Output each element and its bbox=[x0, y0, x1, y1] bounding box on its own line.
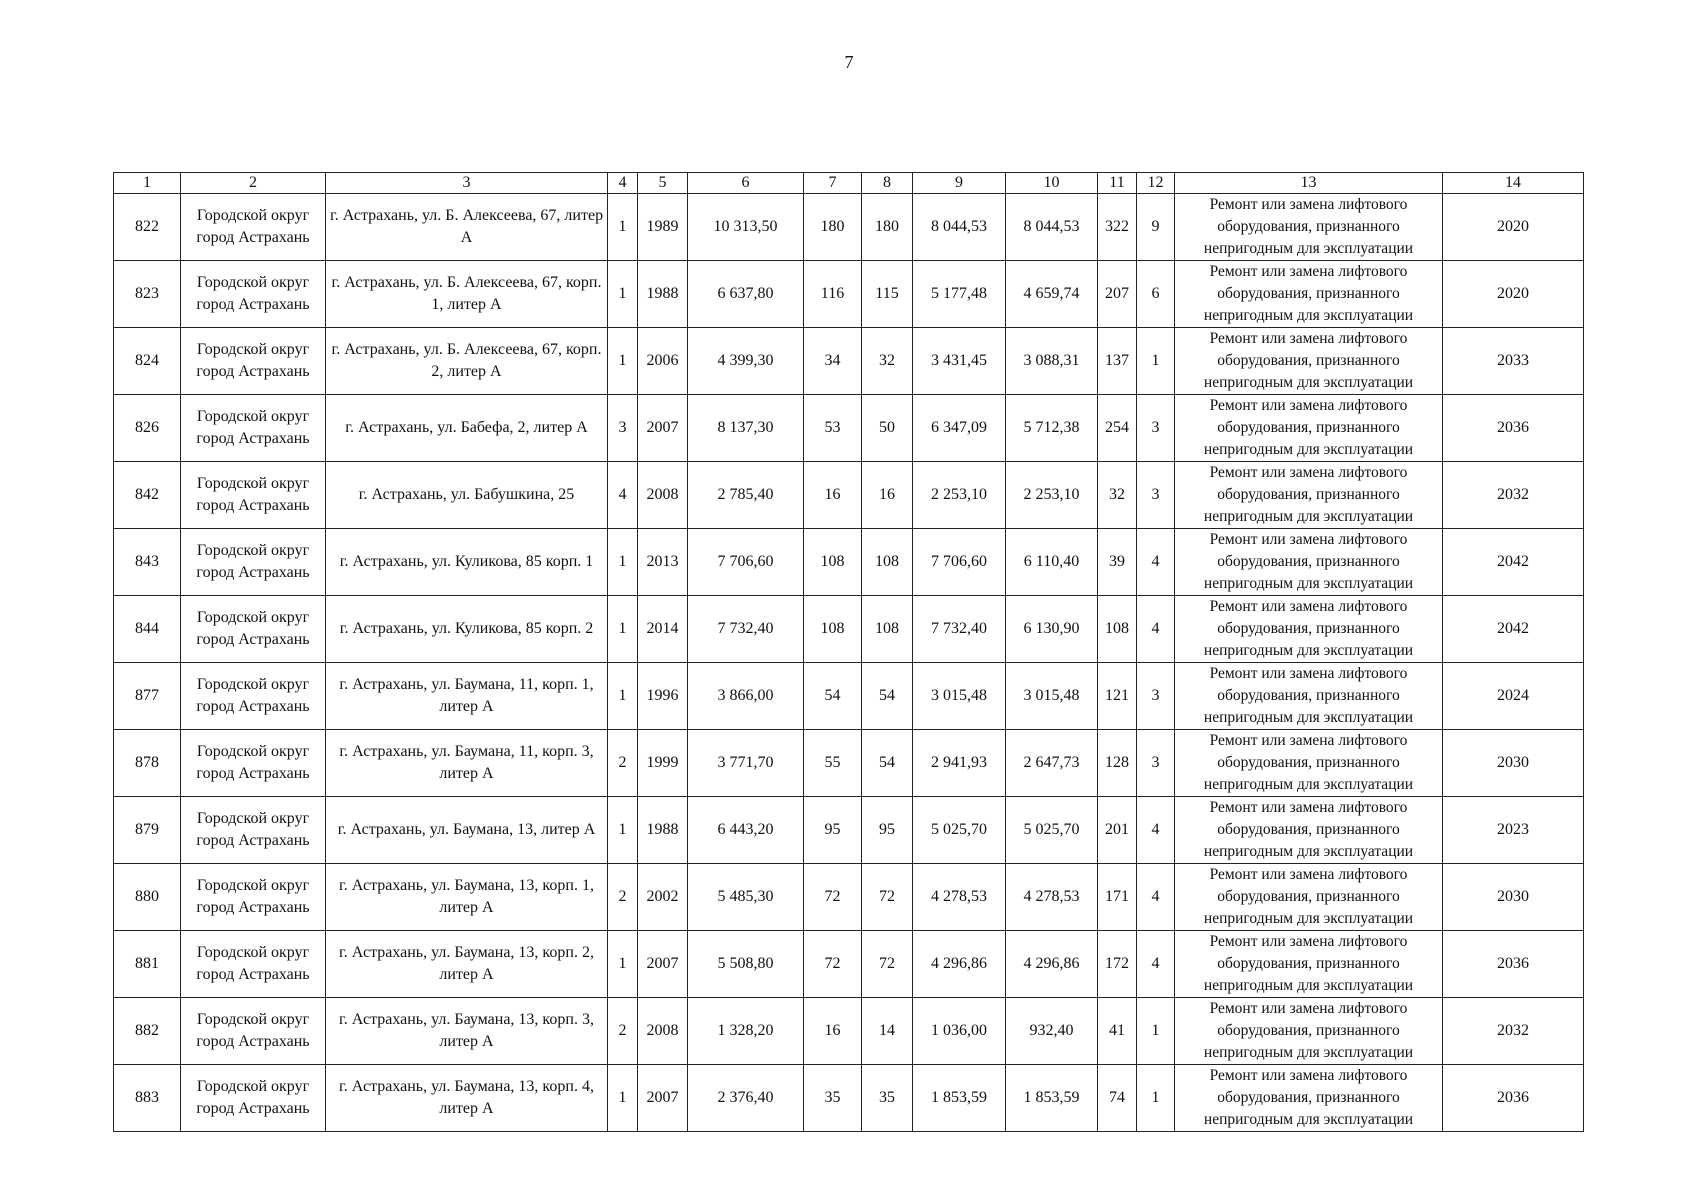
column-header-10: 10 bbox=[1006, 173, 1098, 194]
col12-cell: 4 bbox=[1137, 797, 1175, 864]
table-row bbox=[114, 797, 1584, 864]
col4-cell: 1 bbox=[608, 931, 638, 998]
col6-cell: 4 399,30 bbox=[688, 328, 804, 395]
row-number-cell: 823 bbox=[114, 261, 181, 328]
col10-cell: 2 647,73 bbox=[1006, 730, 1098, 797]
planned-year-cell: 2020 bbox=[1443, 261, 1584, 328]
col6-cell: 5 508,80 bbox=[688, 931, 804, 998]
col12-cell: 6 bbox=[1137, 261, 1175, 328]
col12-cell: 3 bbox=[1137, 730, 1175, 797]
col7-cell: 55 bbox=[804, 730, 862, 797]
address-cell: г. Астрахань, ул. Куликова, 85 корп. 1 bbox=[326, 529, 608, 596]
col7-cell: 16 bbox=[804, 462, 862, 529]
year-cell: 2007 bbox=[638, 931, 688, 998]
col9-cell: 8 044,53 bbox=[913, 194, 1006, 261]
col11-cell: 41 bbox=[1098, 998, 1137, 1065]
col8-cell: 50 bbox=[862, 395, 913, 462]
col11-cell: 322 bbox=[1098, 194, 1137, 261]
col6-cell: 10 313,50 bbox=[688, 194, 804, 261]
col7-cell: 54 bbox=[804, 663, 862, 730]
row-number-cell: 826 bbox=[114, 395, 181, 462]
col4-cell: 1 bbox=[608, 261, 638, 328]
col10-cell: 6 110,40 bbox=[1006, 529, 1098, 596]
year-cell: 1989 bbox=[638, 194, 688, 261]
col4-cell: 4 bbox=[608, 462, 638, 529]
year-cell: 2014 bbox=[638, 596, 688, 663]
col11-cell: 254 bbox=[1098, 395, 1137, 462]
column-header-13: 13 bbox=[1175, 173, 1443, 194]
row-number-cell: 880 bbox=[114, 864, 181, 931]
col9-cell: 2 941,93 bbox=[913, 730, 1006, 797]
col9-cell: 6 347,09 bbox=[913, 395, 1006, 462]
row-number-cell: 878 bbox=[114, 730, 181, 797]
col6-cell: 7 706,60 bbox=[688, 529, 804, 596]
col11-cell: 137 bbox=[1098, 328, 1137, 395]
column-header-5: 5 bbox=[638, 173, 688, 194]
municipality-cell: Городской округ город Астрахань bbox=[181, 328, 326, 395]
column-header-2: 2 bbox=[181, 173, 326, 194]
table-header bbox=[114, 173, 1584, 194]
col9-cell: 3 431,45 bbox=[913, 328, 1006, 395]
col11-cell: 172 bbox=[1098, 931, 1137, 998]
municipality-cell: Городской округ город Астрахань bbox=[181, 730, 326, 797]
col6-cell: 7 732,40 bbox=[688, 596, 804, 663]
table-row bbox=[114, 864, 1584, 931]
col7-cell: 95 bbox=[804, 797, 862, 864]
address-cell: г. Астрахань, ул. Баумана, 11, корп. 1, литер А bbox=[326, 663, 608, 730]
row-number-cell: 824 bbox=[114, 328, 181, 395]
work-type-cell: Ремонт или замена лифтового оборудования, признанного непригодным для эксплуатации bbox=[1175, 663, 1443, 730]
row-number-cell: 822 bbox=[114, 194, 181, 261]
header-row bbox=[114, 173, 1584, 194]
planned-year-cell: 2036 bbox=[1443, 395, 1584, 462]
col12-cell: 1 bbox=[1137, 328, 1175, 395]
col8-cell: 16 bbox=[862, 462, 913, 529]
col9-cell: 2 253,10 bbox=[913, 462, 1006, 529]
col7-cell: 72 bbox=[804, 864, 862, 931]
col6-cell: 1 328,20 bbox=[688, 998, 804, 1065]
col6-cell: 2 376,40 bbox=[688, 1065, 804, 1132]
planned-year-cell: 2030 bbox=[1443, 864, 1584, 931]
work-type-cell: Ремонт или замена лифтового оборудования, признанного непригодным для эксплуатации bbox=[1175, 998, 1443, 1065]
col4-cell: 3 bbox=[608, 395, 638, 462]
col12-cell: 3 bbox=[1137, 462, 1175, 529]
column-header-9: 9 bbox=[913, 173, 1006, 194]
year-cell: 2008 bbox=[638, 462, 688, 529]
planned-year-cell: 2024 bbox=[1443, 663, 1584, 730]
col11-cell: 74 bbox=[1098, 1065, 1137, 1132]
table-row bbox=[114, 529, 1584, 596]
municipality-cell: Городской округ город Астрахань bbox=[181, 998, 326, 1065]
planned-year-cell: 2033 bbox=[1443, 328, 1584, 395]
column-header-12: 12 bbox=[1137, 173, 1175, 194]
col7-cell: 180 bbox=[804, 194, 862, 261]
table-row bbox=[114, 931, 1584, 998]
planned-year-cell: 2036 bbox=[1443, 1065, 1584, 1132]
col7-cell: 53 bbox=[804, 395, 862, 462]
municipality-cell: Городской округ город Астрахань bbox=[181, 864, 326, 931]
work-type-cell: Ремонт или замена лифтового оборудования, признанного непригодным для эксплуатации bbox=[1175, 730, 1443, 797]
year-cell: 2002 bbox=[638, 864, 688, 931]
col9-cell: 1 036,00 bbox=[913, 998, 1006, 1065]
planned-year-cell: 2036 bbox=[1443, 931, 1584, 998]
column-header-14: 14 bbox=[1443, 173, 1584, 194]
work-type-cell: Ремонт или замена лифтового оборудования, признанного непригодным для эксплуатации bbox=[1175, 529, 1443, 596]
col11-cell: 32 bbox=[1098, 462, 1137, 529]
year-cell: 2007 bbox=[638, 395, 688, 462]
col9-cell: 5 025,70 bbox=[913, 797, 1006, 864]
planned-year-cell: 2042 bbox=[1443, 529, 1584, 596]
col8-cell: 54 bbox=[862, 730, 913, 797]
building-register-table bbox=[113, 172, 1584, 1132]
col12-cell: 9 bbox=[1137, 194, 1175, 261]
address-cell: г. Астрахань, ул. Баумана, 13, корп. 4, литер А bbox=[326, 1065, 608, 1132]
col7-cell: 116 bbox=[804, 261, 862, 328]
work-type-cell: Ремонт или замена лифтового оборудования, признанного непригодным для эксплуатации bbox=[1175, 1065, 1443, 1132]
page-number: 7 bbox=[844, 52, 854, 72]
work-type-cell: Ремонт или замена лифтового оборудования, признанного непригодным для эксплуатации bbox=[1175, 797, 1443, 864]
table-body bbox=[114, 194, 1584, 1132]
municipality-cell: Городской округ город Астрахань bbox=[181, 596, 326, 663]
col12-cell: 1 bbox=[1137, 1065, 1175, 1132]
col8-cell: 115 bbox=[862, 261, 913, 328]
address-cell: г. Астрахань, ул. Бабефа, 2, литер А bbox=[326, 395, 608, 462]
municipality-cell: Городской округ город Астрахань bbox=[181, 529, 326, 596]
col4-cell: 2 bbox=[608, 998, 638, 1065]
municipality-cell: Городской округ город Астрахань bbox=[181, 931, 326, 998]
address-cell: г. Астрахань, ул. Баумана, 13, корп. 3, литер А bbox=[326, 998, 608, 1065]
col6-cell: 6 637,80 bbox=[688, 261, 804, 328]
col6-cell: 3 771,70 bbox=[688, 730, 804, 797]
col4-cell: 2 bbox=[608, 864, 638, 931]
col8-cell: 108 bbox=[862, 596, 913, 663]
col10-cell: 1 853,59 bbox=[1006, 1065, 1098, 1132]
row-number-cell: 844 bbox=[114, 596, 181, 663]
col8-cell: 54 bbox=[862, 663, 913, 730]
work-type-cell: Ремонт или замена лифтового оборудования, признанного непригодным для эксплуатации bbox=[1175, 596, 1443, 663]
work-type-cell: Ремонт или замена лифтового оборудования, признанного непригодным для эксплуатации bbox=[1175, 395, 1443, 462]
col10-cell: 3 015,48 bbox=[1006, 663, 1098, 730]
col7-cell: 16 bbox=[804, 998, 862, 1065]
table-row bbox=[114, 194, 1584, 261]
col9-cell: 4 296,86 bbox=[913, 931, 1006, 998]
planned-year-cell: 2030 bbox=[1443, 730, 1584, 797]
work-type-cell: Ремонт или замена лифтового оборудования, признанного непригодным для эксплуатации bbox=[1175, 261, 1443, 328]
row-number-cell: 843 bbox=[114, 529, 181, 596]
col9-cell: 3 015,48 bbox=[913, 663, 1006, 730]
address-cell: г. Астрахань, ул. Баумана, 13, литер А bbox=[326, 797, 608, 864]
col6-cell: 5 485,30 bbox=[688, 864, 804, 931]
municipality-cell: Городской округ город Астрахань bbox=[181, 395, 326, 462]
col10-cell: 4 659,74 bbox=[1006, 261, 1098, 328]
col8-cell: 32 bbox=[862, 328, 913, 395]
table-row bbox=[114, 328, 1584, 395]
col12-cell: 1 bbox=[1137, 998, 1175, 1065]
table-row bbox=[114, 998, 1584, 1065]
year-cell: 2007 bbox=[638, 1065, 688, 1132]
col4-cell: 1 bbox=[608, 529, 638, 596]
work-type-cell: Ремонт или замена лифтового оборудования, признанного непригодным для эксплуатации bbox=[1175, 931, 1443, 998]
col8-cell: 95 bbox=[862, 797, 913, 864]
col9-cell: 4 278,53 bbox=[913, 864, 1006, 931]
year-cell: 1988 bbox=[638, 261, 688, 328]
col6-cell: 2 785,40 bbox=[688, 462, 804, 529]
row-number-cell: 881 bbox=[114, 931, 181, 998]
table-row bbox=[114, 261, 1584, 328]
col12-cell: 3 bbox=[1137, 395, 1175, 462]
work-type-cell: Ремонт или замена лифтового оборудования, признанного непригодным для эксплуатации bbox=[1175, 194, 1443, 261]
col4-cell: 1 bbox=[608, 1065, 638, 1132]
col4-cell: 1 bbox=[608, 797, 638, 864]
planned-year-cell: 2042 bbox=[1443, 596, 1584, 663]
col11-cell: 201 bbox=[1098, 797, 1137, 864]
work-type-cell: Ремонт или замена лифтового оборудования, признанного непригодным для эксплуатации bbox=[1175, 864, 1443, 931]
col10-cell: 3 088,31 bbox=[1006, 328, 1098, 395]
column-header-1: 1 bbox=[114, 173, 181, 194]
col12-cell: 4 bbox=[1137, 864, 1175, 931]
year-cell: 1996 bbox=[638, 663, 688, 730]
row-number-cell: 879 bbox=[114, 797, 181, 864]
col4-cell: 1 bbox=[608, 328, 638, 395]
col10-cell: 932,40 bbox=[1006, 998, 1098, 1065]
table-row bbox=[114, 730, 1584, 797]
address-cell: г. Астрахань, ул. Б. Алексеева, 67, корп. 1, литер А bbox=[326, 261, 608, 328]
col9-cell: 7 732,40 bbox=[913, 596, 1006, 663]
table-row bbox=[114, 663, 1584, 730]
year-cell: 2008 bbox=[638, 998, 688, 1065]
col10-cell: 5 025,70 bbox=[1006, 797, 1098, 864]
address-cell: г. Астрахань, ул. Б. Алексеева, 67, литер А bbox=[326, 194, 608, 261]
col9-cell: 7 706,60 bbox=[913, 529, 1006, 596]
col12-cell: 4 bbox=[1137, 596, 1175, 663]
work-type-cell: Ремонт или замена лифтового оборудования, признанного непригодным для эксплуатации bbox=[1175, 462, 1443, 529]
municipality-cell: Городской округ город Астрахань bbox=[181, 663, 326, 730]
col10-cell: 6 130,90 bbox=[1006, 596, 1098, 663]
address-cell: г. Астрахань, ул. Куликова, 85 корп. 2 bbox=[326, 596, 608, 663]
col8-cell: 72 bbox=[862, 931, 913, 998]
row-number-cell: 883 bbox=[114, 1065, 181, 1132]
year-cell: 2013 bbox=[638, 529, 688, 596]
col11-cell: 171 bbox=[1098, 864, 1137, 931]
table-row bbox=[114, 395, 1584, 462]
municipality-cell: Городской округ город Астрахань bbox=[181, 261, 326, 328]
year-cell: 1999 bbox=[638, 730, 688, 797]
column-header-6: 6 bbox=[688, 173, 804, 194]
column-header-4: 4 bbox=[608, 173, 638, 194]
planned-year-cell: 2032 bbox=[1443, 462, 1584, 529]
col10-cell: 4 296,86 bbox=[1006, 931, 1098, 998]
table-row bbox=[114, 462, 1584, 529]
col8-cell: 180 bbox=[862, 194, 913, 261]
table-row bbox=[114, 1065, 1584, 1132]
col11-cell: 207 bbox=[1098, 261, 1137, 328]
address-cell: г. Астрахань, ул. Б. Алексеева, 67, корп. 2, литер А bbox=[326, 328, 608, 395]
planned-year-cell: 2032 bbox=[1443, 998, 1584, 1065]
col7-cell: 34 bbox=[804, 328, 862, 395]
column-header-8: 8 bbox=[862, 173, 913, 194]
col10-cell: 4 278,53 bbox=[1006, 864, 1098, 931]
row-number-cell: 877 bbox=[114, 663, 181, 730]
col7-cell: 35 bbox=[804, 1065, 862, 1132]
address-cell: г. Астрахань, ул. Баумана, 13, корп. 1, литер А bbox=[326, 864, 608, 931]
column-header-7: 7 bbox=[804, 173, 862, 194]
col6-cell: 8 137,30 bbox=[688, 395, 804, 462]
col4-cell: 2 bbox=[608, 730, 638, 797]
column-header-3: 3 bbox=[326, 173, 608, 194]
municipality-cell: Городской округ город Астрахань bbox=[181, 462, 326, 529]
municipality-cell: Городской округ город Астрахань bbox=[181, 194, 326, 261]
work-type-cell: Ремонт или замена лифтового оборудования, признанного непригодным для эксплуатации bbox=[1175, 328, 1443, 395]
address-cell: г. Астрахань, ул. Баумана, 13, корп. 2, литер А bbox=[326, 931, 608, 998]
col9-cell: 1 853,59 bbox=[913, 1065, 1006, 1132]
column-header-11: 11 bbox=[1098, 173, 1137, 194]
col11-cell: 108 bbox=[1098, 596, 1137, 663]
col12-cell: 3 bbox=[1137, 663, 1175, 730]
col4-cell: 1 bbox=[608, 194, 638, 261]
col9-cell: 5 177,48 bbox=[913, 261, 1006, 328]
table-row bbox=[114, 596, 1584, 663]
col8-cell: 72 bbox=[862, 864, 913, 931]
col10-cell: 8 044,53 bbox=[1006, 194, 1098, 261]
col8-cell: 35 bbox=[862, 1065, 913, 1132]
col12-cell: 4 bbox=[1137, 931, 1175, 998]
col8-cell: 108 bbox=[862, 529, 913, 596]
row-number-cell: 882 bbox=[114, 998, 181, 1065]
planned-year-cell: 2023 bbox=[1443, 797, 1584, 864]
col10-cell: 2 253,10 bbox=[1006, 462, 1098, 529]
col7-cell: 72 bbox=[804, 931, 862, 998]
col7-cell: 108 bbox=[804, 596, 862, 663]
col10-cell: 5 712,38 bbox=[1006, 395, 1098, 462]
col4-cell: 1 bbox=[608, 663, 638, 730]
col11-cell: 121 bbox=[1098, 663, 1137, 730]
col11-cell: 128 bbox=[1098, 730, 1137, 797]
col8-cell: 14 bbox=[862, 998, 913, 1065]
row-number-cell: 842 bbox=[114, 462, 181, 529]
year-cell: 2006 bbox=[638, 328, 688, 395]
col7-cell: 108 bbox=[804, 529, 862, 596]
col4-cell: 1 bbox=[608, 596, 638, 663]
col6-cell: 6 443,20 bbox=[688, 797, 804, 864]
col12-cell: 4 bbox=[1137, 529, 1175, 596]
address-cell: г. Астрахань, ул. Бабушкина, 25 bbox=[326, 462, 608, 529]
year-cell: 1988 bbox=[638, 797, 688, 864]
col11-cell: 39 bbox=[1098, 529, 1137, 596]
address-cell: г. Астрахань, ул. Баумана, 11, корп. 3, литер А bbox=[326, 730, 608, 797]
planned-year-cell: 2020 bbox=[1443, 194, 1584, 261]
municipality-cell: Городской округ город Астрахань bbox=[181, 797, 326, 864]
col6-cell: 3 866,00 bbox=[688, 663, 804, 730]
municipality-cell: Городской округ город Астрахань bbox=[181, 1065, 326, 1132]
